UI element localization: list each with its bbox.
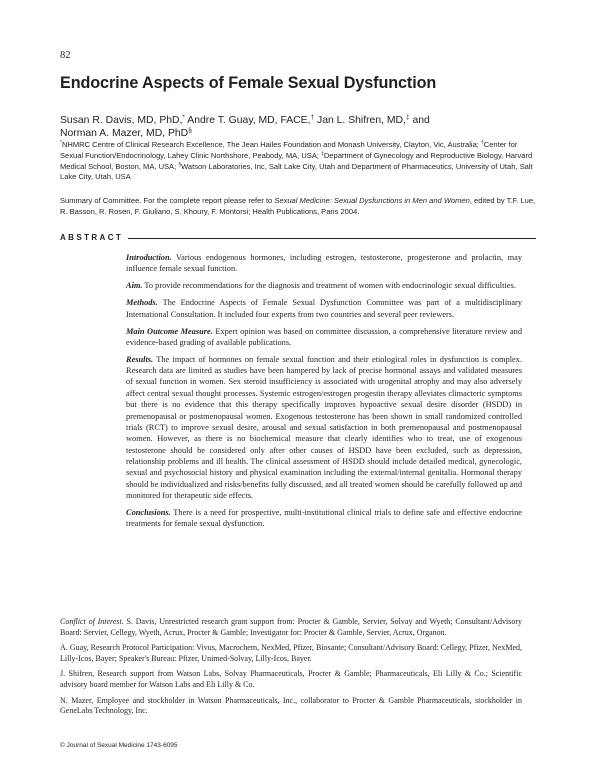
affiliation: *NHMRC Centre of Clinical Research Excellence, The Jean Hailes Foundation and Monash University, Clayton, Vic, Australia;: [60, 140, 481, 149]
abstract-conclusions: Conclusions. There is a need for prospective, multi-institutional clinical trials to define safe and effective endocrine treatments for female sexual dysfunction.: [126, 507, 523, 529]
disclosure-mazer: N. Mazer, Employee and stockholder in Watson Pharmaceuticals, Inc., collaborator to Procter & Gamble Pharmaceuticals, stockholder in GeneLabs Technology, Inc.: [60, 695, 522, 716]
affiliation: †Center for Sexual Function/Endocrinology, Lahey Clinic Northshore, Peabody, MA, USA;: [60, 140, 518, 160]
affiliation: ‡Department of Gynecology and Reproductive Biology, Harvard Medical School, Boston, MA, USA;: [60, 150, 533, 171]
abstract-methods: Methods. The Endocrine Aspects of Female Sexual Dysfunction Committee was part of a multidisciplinary International Consultation. It included four experts from two countries and several peer reviewers.: [126, 298, 523, 319]
abstract-label: ABSTRACT: [60, 233, 124, 242]
abstract-aim: Aim. To provide recommendations for the diagnosis and treatment of women with endocrinologic sexual difficulties.: [126, 281, 516, 291]
page-number: 82: [60, 50, 71, 61]
disclosures: [60, 617, 522, 722]
author: Jan L. Shifren, MD,‡: [317, 114, 410, 126]
affiliations: [60, 140, 538, 183]
abstract-introduction: Introduction. Various endogenous hormones, including estrogen, testosterone, progesterone and prolactin, may influence female sexual function.: [126, 253, 522, 274]
author: Norman A. Mazer, MD, PhD§: [60, 127, 192, 139]
book-reference-link[interactable]: Sexual Medicine: Sexual Dysfunctions in Men and Women: [274, 196, 470, 205]
abstract-results: Results. The impact of hormones on female sexual function and their etiological roles in dysfunction is complex. Research data are limited as studies have been hampered by lack of precise hormonal assays and validated measures of sexual function in women. Sex steroid insufficiency is associated with urogenital atrophy and may also adversely affect central sexual thought processes. Systemic estrogen/estrogen progestin therapy alleviates climacteric symptoms but there is no evidence that this therapy specifically improves hypoactive sexual desire disorder (HSDD) in premenopausal or postmenopausal women. Exogenous testosterone has been shown in small randomized controlled trials (RCT) to improve sexual desire, arousal and sexual satisfaction in both premenopausal and postmenopausal women. However, as there is no biochemical measure that clearly identifies who to treat, use of exogenous testosterone should be considered only after other causes of HSDD have been excluded, such as depression, relationship problems and ill health. The clinical assessment of HSDD should include detailed medical, gynecologic, sexual and psychosocial history and physical examination including the external/internal genitalia. Hormonal therapy should be individualized and risks/benefits fully discussed, and all treated women should be carefully followed up and monitored for therapeutic side effects.: [126, 354, 523, 500]
abstract-header: [60, 233, 536, 243]
abstract-body: [126, 252, 522, 535]
summary-note: Summary of Committee. For the complete report please refer to Sexual Medicine: Sexual Dysfunctions in Men and Women, edited by T.F. Lue, R. Basson, R. Rosen, F. Giuliano, S. Khoury, F. Montorsi; Health Publications, Paris 2004.: [60, 196, 536, 216]
author: Andre T. Guay, MD, FACE,†: [187, 114, 315, 126]
abstract-rule: [128, 238, 536, 239]
copyright-footer: © Journal of Sexual Medicine 1743-6095: [60, 742, 178, 749]
affiliation: §Watson Laboratories, Inc, Salt Lake City, Utah and Department of Pharmaceutics, University of Utah, Salt Lake City, Utah, USA: [60, 161, 533, 182]
abstract-main-outcome: Main Outcome Measure. Expert opinion was based on committee discussion, a comprehensive literature review and evidence-based grading of available publications.: [126, 326, 522, 347]
disclosure-davis: Conflict of Interest. S. Davis, Unrestricted research grant support from: Procter & Gamble, Servier, Solvay and Wyeth; Consultant/Advisory Board: Servier, Cellegy, Wyeth, Acrux, Procter & Gamble; Investigator for: Procter & Gamble, Servier, Acrux, Organon.: [60, 617, 522, 637]
article-title: Endocrine Aspects of Female Sexual Dysfunction: [60, 74, 437, 92]
disclosure-shifren: J. Shifren, Research support from Watson Labs, Solvay Pharmaceuticals, Procter & Gamble; Pharmaceuticals, Eli Lilly & Co.; Scientific advisory board member for Watson Labs and Eli Lilly & Co.: [60, 669, 522, 690]
author-list: Susan R. Davis, MD, PhD,* Andre T. Guay, MD, FACE,† Jan L. Shifren, MD,‡ and Norman A. Mazer, MD, PhD§: [60, 114, 430, 139]
disclosure-guay: A. Guay, Research Protocol Participation: Vivus, Macrochem, NexMed, Pfizer, Biosante; Consultant/Advisory Board: Cellegy, Pfizer, NexMed, Lilly-Icos, Bayer; Speaker's Bureau: Pfizer, Unimed-Solvay, Lilly-Icos, Bayer.: [60, 643, 522, 663]
author: Susan R. Davis, MD, PhD,*: [60, 114, 185, 126]
